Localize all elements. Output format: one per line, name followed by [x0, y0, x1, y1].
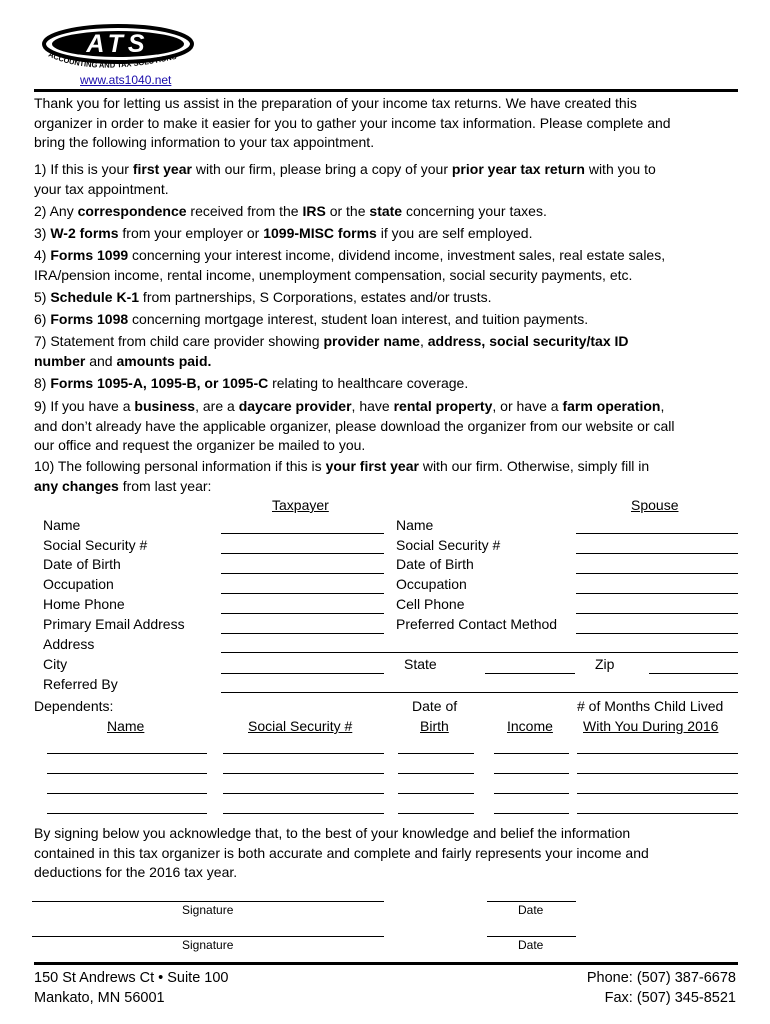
- dependent-name-field[interactable]: [47, 773, 207, 774]
- acknowledgement-line: contained in this tax organizer is both accurate and complete and fairly represents your income and: [34, 844, 649, 861]
- dependent-income-header: Income: [507, 718, 553, 734]
- checklist-item-7: 7) Statement from child care provider showing provider name, address, social security/tax ID number and amounts paid.: [34, 333, 629, 369]
- spouse-ssn-field[interactable]: [576, 553, 738, 554]
- address-field[interactable]: [221, 652, 738, 653]
- date-field-1[interactable]: [487, 901, 576, 902]
- checklist-item-2: 2) Any correspondence received from the IRS or the state concerning your taxes.: [34, 203, 547, 219]
- dependent-name-field[interactable]: [47, 753, 207, 754]
- footer-fax: Fax: (507) 345-8521: [604, 990, 736, 1006]
- intro-line: bring the following information to your tax appointment.: [34, 134, 375, 151]
- state-label: State: [404, 656, 437, 672]
- dependent-months-field[interactable]: [577, 793, 738, 794]
- dependent-dob-field[interactable]: [398, 813, 474, 814]
- dependent-income-field[interactable]: [494, 753, 569, 754]
- checklist-item-9: 9) If you have a business, are a daycare provider, have rental property, or have a farm operation, and don’t already have the applicable organizer, please download the organizer from our website or call our office and request the organizer be mailed to you.: [34, 398, 675, 454]
- intro-paragraph: [34, 94, 746, 153]
- taxpayer-occupation-label: Occupation: [43, 576, 114, 592]
- taxpayer-occupation-field[interactable]: [221, 593, 384, 594]
- taxpayer-ssn-field[interactable]: [221, 553, 384, 554]
- spouse-ssn-label: Social Security #: [396, 537, 501, 553]
- acknowledgement-line: By signing below you acknowledge that, to the best of your knowledge and belief the information: [34, 825, 631, 841]
- cell-phone-label: Cell Phone: [396, 596, 465, 612]
- signature-field-2[interactable]: [32, 936, 384, 937]
- spouse-name-label: Name: [396, 517, 434, 533]
- checklist-item-4: 4) Forms 1099 concerning your interest income, dividend income, investment sales, real estate sales, IRA/pension income, rental income, unemployment compensation, social security payments, etc.: [34, 247, 666, 283]
- dependent-ssn-field[interactable]: [223, 753, 384, 754]
- state-field[interactable]: [485, 673, 575, 674]
- taxpayer-ssn-label: Social Security #: [43, 537, 148, 553]
- dependent-ssn-field[interactable]: [223, 793, 384, 794]
- dependent-ssn-header: Social Security #: [248, 718, 353, 734]
- dependent-dob-field[interactable]: [398, 793, 474, 794]
- dependent-dob-header-top: Date of: [412, 698, 458, 714]
- contact-method-field[interactable]: [576, 633, 738, 634]
- taxpayer-dob-field[interactable]: [221, 573, 384, 574]
- footer-address-line-2: Mankato, MN 56001: [34, 990, 165, 1006]
- logo-text: ATS: [86, 30, 150, 58]
- spouse-occupation-label: Occupation: [396, 576, 467, 592]
- dependent-name-header: Name: [107, 718, 145, 734]
- acknowledgement-paragraph: [34, 824, 746, 883]
- dependent-dob-field[interactable]: [398, 773, 474, 774]
- dependent-ssn-field[interactable]: [223, 813, 384, 814]
- taxpayer-dob-label: Date of Birth: [43, 556, 121, 572]
- spouse-occupation-field[interactable]: [576, 593, 738, 594]
- dependent-months-header-top: # of Months Child Lived: [577, 698, 724, 714]
- date-label-2: Date: [518, 938, 544, 952]
- email-field[interactable]: [221, 633, 384, 634]
- spouse-dob-field[interactable]: [576, 573, 738, 574]
- zip-label: Zip: [595, 656, 615, 672]
- intro-line: Thank you for letting us assist in the preparation of your income tax returns. We have created this: [34, 95, 637, 111]
- date-field-2[interactable]: [487, 936, 576, 937]
- address-label: Address: [43, 636, 95, 652]
- checklist-item-3: 3) W-2 forms from your employer or 1099-MISC forms if you are self employed.: [34, 225, 533, 241]
- spouse-dob-label: Date of Birth: [396, 556, 474, 572]
- checklist-item-5: 5) Schedule K-1 from partnerships, S Corporations, estates and/or trusts.: [34, 289, 492, 305]
- checklist-item-8: 8) Forms 1095-A, 1095-B, or 1095-C relating to healthcare coverage.: [34, 375, 469, 391]
- dependent-dob-header: Birth: [420, 718, 449, 734]
- spouse-name-field[interactable]: [576, 533, 738, 534]
- footer-rule: [34, 962, 738, 965]
- signature-label-1: Signature: [182, 903, 234, 917]
- city-field[interactable]: [221, 673, 384, 674]
- ats-logo: [40, 20, 212, 76]
- zip-field[interactable]: [649, 673, 738, 674]
- ats-logo-graphic: [40, 20, 212, 76]
- taxpayer-name-label: Name: [43, 517, 81, 533]
- dependent-months-field[interactable]: [577, 813, 738, 814]
- spouse-header: Spouse: [631, 497, 679, 513]
- footer-address-line-1: 150 St Andrews Ct • Suite 100: [34, 970, 229, 986]
- referred-by-field[interactable]: [221, 692, 738, 693]
- dependent-name-field[interactable]: [47, 813, 207, 814]
- checklist-item-1: 1) If this is your first year with our firm, please bring a copy of your prior year tax return with you to your tax appointment.: [34, 161, 656, 197]
- cell-phone-field[interactable]: [576, 613, 738, 614]
- dependent-income-field[interactable]: [494, 773, 569, 774]
- taxpayer-header: Taxpayer: [272, 497, 329, 513]
- logo-tagline: ACCOUNTING AND TAX SOLUTIONS: [47, 49, 178, 70]
- dependent-ssn-field[interactable]: [223, 773, 384, 774]
- dependent-income-field[interactable]: [494, 813, 569, 814]
- signature-field-1[interactable]: [32, 901, 384, 902]
- checklist-item-6: 6) Forms 1098 concerning mortgage interest, student loan interest, and tuition payments.: [34, 311, 589, 327]
- dependent-months-field[interactable]: [577, 753, 738, 754]
- dependents-title: Dependents:: [34, 698, 114, 714]
- intro-line: organizer in order to make it easier for you to gather your income tax information. Please complete and: [34, 114, 671, 131]
- email-label: Primary Email Address: [43, 616, 185, 632]
- home-phone-field[interactable]: [221, 613, 384, 614]
- city-label: City: [43, 656, 68, 672]
- referred-by-label: Referred By: [43, 676, 118, 692]
- footer-phone: Phone: (507) 387-6678: [586, 970, 736, 986]
- date-label-1: Date: [518, 903, 544, 917]
- dependent-income-field[interactable]: [494, 793, 569, 794]
- dependent-name-field[interactable]: [47, 793, 207, 794]
- home-phone-label: Home Phone: [43, 596, 125, 612]
- dependent-dob-field[interactable]: [398, 753, 474, 754]
- website-link[interactable]: www.ats1040.net: [80, 73, 172, 87]
- contact-method-label: Preferred Contact Method: [396, 616, 558, 632]
- taxpayer-name-field[interactable]: [221, 533, 384, 534]
- dependent-months-header: With You During 2016: [583, 718, 719, 734]
- header-rule: [34, 89, 738, 92]
- signature-label-2: Signature: [182, 938, 234, 952]
- checklist-item-10: 10) The following personal information if this is your first year with our firm. Otherwise, simply fill in any changes from last year:: [34, 458, 650, 494]
- dependent-months-field[interactable]: [577, 773, 738, 774]
- acknowledgement-line: deductions for the 2016 tax year.: [34, 864, 238, 881]
